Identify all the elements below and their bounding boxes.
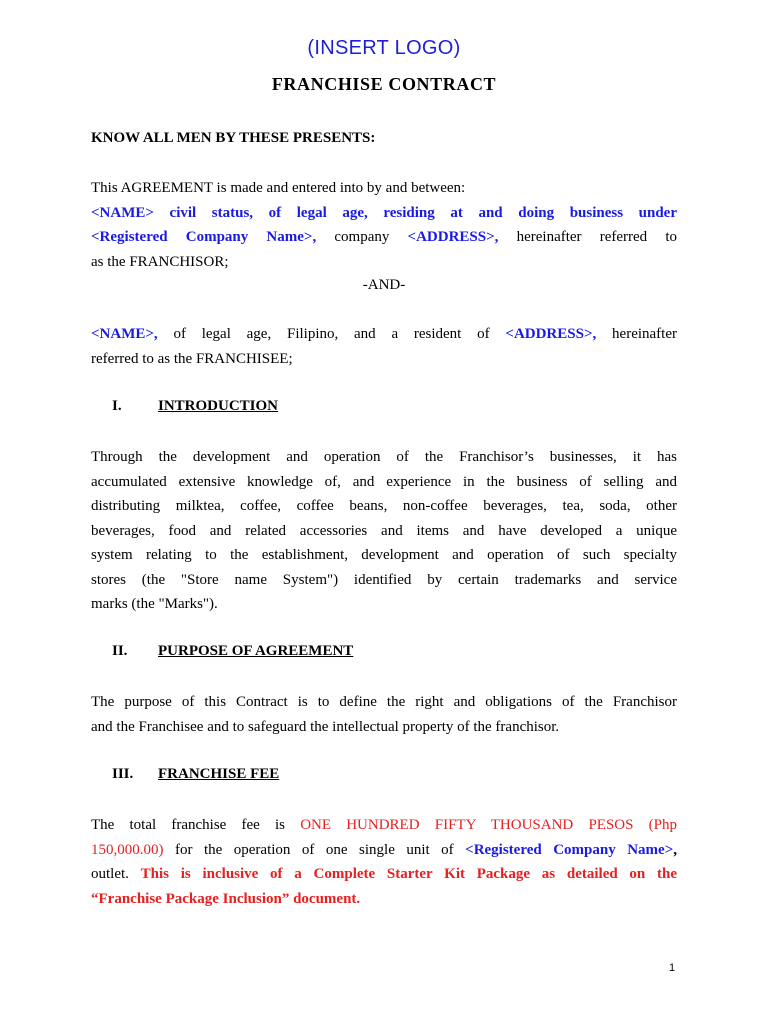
franchisor-company-placeholder: <Registered Company Name>, — [91, 229, 317, 245]
franchisee-line-1: <NAME>, of legal age, Filipino, and a resident of <ADDRESS>, hereinafter — [91, 326, 677, 342]
fee-company-placeholder: <Registered Company Name> — [465, 841, 674, 858]
franchisor-line-3: as the FRANCHISOR; — [91, 253, 229, 270]
preamble: KNOW ALL MEN BY THESE PRESENTS: — [91, 130, 376, 146]
introduction-paragraph: Through the development and operation of the Franchisor’s businesses, it has accumulated extensive knowledge of, and experience in the business of selling and distributing milktea, coffee, coffee beans, non-coffee beverages, tea, soda, other beverages, food and related accessories and items and have developed a unique system relating to the establishment, development and operation of such specialty stores (the "Store name System") identified by certain trademarks and service marks (the "Marks"). — [91, 449, 677, 612]
logo-placeholder: (INSERT LOGO) — [307, 37, 461, 59]
franchisor-line-1: <NAME> civil status, of legal age, residing at and doing business under — [91, 204, 677, 221]
section-heading-introduction: I. INTRODUCTION — [112, 398, 279, 414]
fee-line-2: 150,000.00) for the operation of one single unit of <Registered Company Name>, — [91, 841, 677, 858]
fee-line-1: The total franchise fee is ONE HUNDRED FIFTY THOUSAND PESOS (Php — [91, 817, 677, 833]
franchisee-line-2: referred to as the FRANCHISEE; — [91, 350, 293, 367]
fee-line-3: outlet. This is inclusive of a Complete Starter Kit Package as detailed on the — [91, 866, 677, 882]
fee-line-4: “Franchise Package Inclusion” document. — [91, 890, 361, 907]
page-number: 1 — [669, 962, 676, 974]
fee-amount-number: 150,000.00) — [91, 841, 164, 858]
franchisor-name-placeholder: <NAME> — [91, 204, 154, 221]
parties-franchisor — [91, 176, 677, 274]
franchisor-line-2: <Registered Company Name>, company <ADDRESS>, hereinafter referred to — [91, 229, 677, 245]
document-title: FRANCHISE CONTRACT — [271, 74, 497, 94]
fee-amount-words: ONE HUNDRED FIFTY THOUSAND PESOS (Php — [300, 817, 677, 833]
and-separator: -AND- — [362, 277, 406, 293]
franchisee-name-placeholder: <NAME>, — [91, 326, 158, 342]
purpose-paragraph: The purpose of this Contract is to define the right and obligations of the Franchisor and the Franchisee and to safeguard the intellectual property of the franchisor. — [91, 694, 677, 735]
franchisee-address-placeholder: <ADDRESS>, — [505, 326, 597, 342]
section-heading-purpose: II. PURPOSE OF AGREEMENT — [112, 643, 354, 659]
section-heading-franchise-fee: III. FRANCHISE FEE — [112, 766, 280, 782]
franchise-fee-paragraph — [91, 813, 677, 911]
parties-franchisee — [91, 322, 677, 371]
franchisor-address-placeholder: <ADDRESS>, — [407, 229, 499, 245]
agreement-intro-line: This AGREEMENT is made and entered into by and between: — [91, 180, 466, 196]
